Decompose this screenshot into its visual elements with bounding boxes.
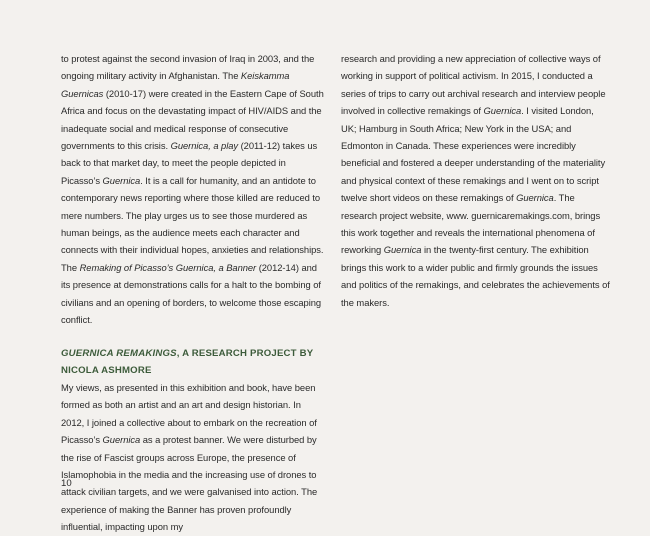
section-heading — [61, 345, 326, 379]
text-run: , A RESEARCH PROJECT BY NICOLA ASHMORE — [61, 347, 314, 376]
text-run: (2012-14) and its presence at demonstrations calls for a halt to the bombing of civilians and an opening of borders, to welcome those escaping conflict. — [61, 261, 322, 326]
paragraph-plays-and-banner — [61, 50, 326, 329]
text-run: as a protest banner. We were disturbed by the rise of Fascist groups across Europe, the presence of Islamophobia in the media and the increasing use of drones to attack civilian targets, and we were galvanised into action. The experience of making the Banner has proven profoundly influential, impacting upon my — [61, 434, 318, 533]
text-run: (2011-12) takes us back to that market day, to meet the people depicted in Picasso’s — [61, 140, 318, 186]
italic-title: Keiskamma Guernicas — [61, 70, 290, 99]
text-run: to protest against the second invasion of Iraq in 2003, and the ongoing military activity in Afghanistan. The — [61, 53, 315, 82]
left-column — [61, 50, 326, 536]
italic-title: Guernica — [383, 244, 422, 256]
text-run: . It is a call for humanity, and an antidote to contemporary news reporting where those killed are reduced to mere numbers. The play urges us to see those murdered as human beings, as the audience meets each character and connects with their individual hopes, anxieties and relationships. The — [61, 174, 324, 273]
text-run: . I visited London, UK; Hamburg in South Africa; New York in the USA; and Edmonton in Canada. These experiences were incredibly beneficial and fostered a deeper understanding of the materiality and physical context of these remakings and I went on to script twelve short videos on these remakings of — [341, 105, 606, 204]
italic-title: GUERNICA REMAKINGS — [61, 347, 177, 359]
italic-title: Guernica — [102, 434, 141, 446]
paragraph-author-views — [61, 379, 326, 536]
text-run: in the twenty-first century. The exhibition brings this work to a wider public and firmly grounds the issues and politics of the remakings, and celebrates the achievements of the makers. — [341, 244, 610, 308]
right-column — [341, 50, 611, 311]
text-run: My views, as presented in this exhibition and book, have been formed as both an artist and an art and design historian. In 2012, I joined a collective about to embark on the recreation of Picasso’s — [61, 381, 317, 446]
page-number: 10 — [61, 478, 72, 489]
text-run: research and providing a new appreciation of collective ways of working in support of political activism. In 2015, I conducted a series of trips to carry out archival research and interview people involved in collective remakings of — [341, 53, 606, 117]
italic-title: Remaking of Picasso’s Guernica, a Banner — [79, 261, 257, 273]
text-run: (2010-17) were created in the Eastern Cape of South Africa and focus on the devastating impact of HIV/AIDS and the inadequate social and medical response of consecutive governments to this crisis. — [61, 87, 324, 152]
italic-title: Guernica — [102, 174, 141, 186]
text-run: . The research project website, www. guernicaremakings.com, brings this work together and reveals the international phenomena of reworking — [341, 192, 601, 256]
italic-title: Guernica — [483, 105, 522, 117]
paragraph-research-trips — [341, 50, 611, 311]
italic-title: Guernica — [516, 192, 554, 204]
italic-title: Guernica, a play — [170, 140, 239, 152]
